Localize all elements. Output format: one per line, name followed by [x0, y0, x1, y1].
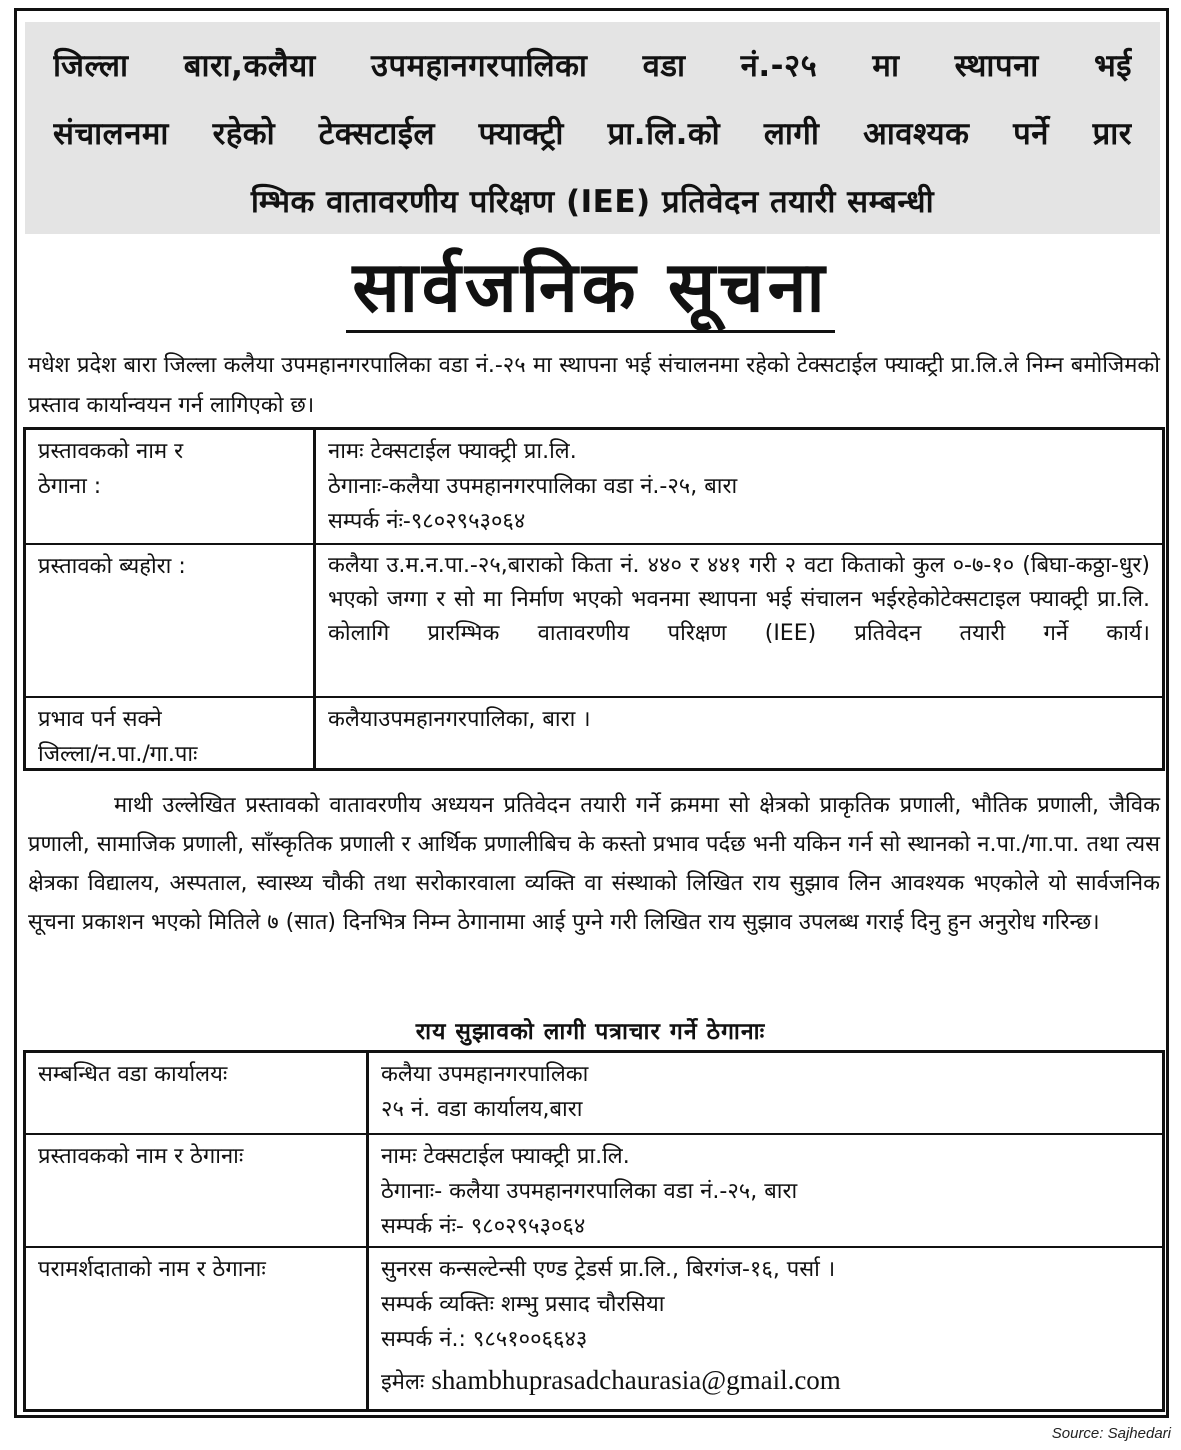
notice-header — [25, 22, 1160, 234]
proposal-table — [23, 427, 1165, 771]
affected-area-value: कलैयाउपमहानगरपालिका, बारा । — [313, 698, 1162, 768]
proposal-subject-label: प्रस्तावको ब्यहोरा : — [38, 554, 186, 579]
proposal-subject-value: कलैया उ.म.न.पा.-२५,बाराको किता नं. ४४० र ४४१ गरी २ वटा किताको कुल ०-७-१० (बिघा-कठ्ठा-धुर) भएको जग्गा र सो मा निर्माण भएको भवनमा स्थापना भई संचालन भईरहेकोटेक्सटाइल फ्याक्ट्री प्रा.लि. कोलागि प्रारम्भिक वातावरणीय परिक्षण (IEE) प्रतिवेदन तयारी गर्ने कार्य। — [313, 545, 1162, 696]
ward-office-label: सम्बन्धित वडा कार्यालयः — [38, 1062, 228, 1087]
affected-area-label: प्रभाव पर्न सक्ने जिल्ला/न.पा./गा.पाः — [38, 707, 198, 767]
table-row — [26, 430, 1162, 543]
email-line — [381, 1363, 1150, 1400]
email-address[interactable]: shambhuprasadchaurasia@gmail.com — [431, 1365, 841, 1395]
consultant-value: सुनरस कन्सल्टेन्सी एण्ड ट्रेडर्स प्रा.लि., बिरगंज-१६, पर्सा । सम्पर्क व्यक्तिः शम्भु प्रसाद चौरसिया सम्पर्क नं.: ९८५१००६६४३ इमेलः shambhuprasadchaurasia@gmail.com — [366, 1248, 1162, 1409]
address-table — [23, 1050, 1165, 1412]
header-line: म्भिक वातावरणीय परिक्षण (IEE) प्रतिवेदन तयारी सम्बन्धी — [250, 184, 935, 220]
title-wrap — [0, 244, 1181, 333]
table-row — [26, 1053, 1162, 1133]
table-row — [26, 1133, 1162, 1246]
notice-paragraph-text: माथी उल्लेखित प्रस्तावको वातावरणीय अध्ययन प्रतिवेदन तयारी गर्ने क्रममा सो क्षेत्रको प्राकृतिक प्रणाली, भौतिक प्रणाली, जैविक प्रणाली, सामाजिक प्रणाली, साँस्कृतिक प्रणाली र आर्थिक प्रणालीबिच के कस्तो प्रभाव पर्दछ भनी यकिन गर्न सो स्थानको न.पा./गा.पा. तथा त्यस क्षेत्रका विद्यालय, अस्पताल, स्वास्थ्य चौकी तथा सरोकारवाला व्यक्ति वा संस्थाको लिखित राय सुझाव लिन आवश्यक भएकोले यो सार्वजनिक सूचना प्रकाशन भएको मितिले ७ (सात) दिनभित्र निम्न ठेगानामा आई पुग्ने गरी लिखित राय सुझाव उपलब्ध गराई दिनु हुन अनुरोध गरिन्छ। — [28, 793, 1160, 935]
ward-office-value: कलैया उपमहानगरपालिका २५ नं. वडा कार्यालय,बारा — [366, 1053, 1162, 1133]
address-heading: राय सुझावको लागी पत्राचार गर्ने ठेगानाः — [415, 1019, 766, 1045]
proposer-value: नामः टेक्सटाईल फ्याक्ट्री प्रा.लि. ठेगानाः-कलैया उपमहानगरपालिका वडा नं.-२५, बारा सम्पर्क नंः-९८०२९५३०६४ — [313, 430, 1162, 543]
table-row — [26, 1246, 1162, 1409]
consultant-label: परामर्शदाताको नाम र ठेगानाः — [38, 1257, 266, 1282]
header-line: जिल्ला बारा,कलैया उपमहानगरपालिका वडा नं.-२५ मा स्थापना भई — [53, 48, 1132, 84]
intro-paragraph: मधेश प्रदेश बारा जिल्ला कलैया उपमहानगरपालिका वडा नं.-२५ मा स्थापना भई संचालनमा रहेको टेक्सटाईल फ्याक्ट्री प्रा.लि.ले निम्न बमोजिमको प्रस्ताव कार्यान्वयन गर्न लागिएको छ। — [28, 353, 1160, 418]
source-credit: Source: Sajhedari — [1051, 1425, 1171, 1442]
notice-paragraph — [28, 786, 1160, 942]
proposer-address-label: प्रस्तावकको नाम र ठेगानाः — [38, 1144, 244, 1169]
notice-title: सार्वजनिक सूचना — [346, 244, 834, 333]
header-line: संचालनमा रहेको टेक्सटाईल फ्याक्ट्री प्रा.लि.को लागी आवश्यक पर्ने प्रार — [53, 116, 1132, 152]
proposer-label: प्रस्तावकको नाम र ठेगाना : — [38, 439, 184, 499]
table-row — [26, 696, 1162, 768]
proposer-address-value: नामः टेक्सटाईल फ्याक्ट्री प्रा.लि. ठेगानाः- कलैया उपमहानगरपालिका वडा नं.-२५, बारा सम्पर्क नंः- ९८०२९५३०६४ — [366, 1135, 1162, 1246]
email-label: इमेलः — [381, 1370, 425, 1395]
table-row — [26, 543, 1162, 696]
